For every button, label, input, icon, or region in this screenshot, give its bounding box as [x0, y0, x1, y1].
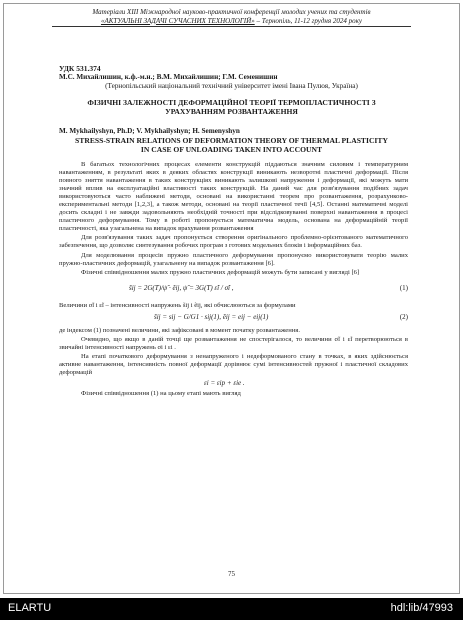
repository-footer	[0, 598, 463, 620]
title-ukrainian: ФІЗИЧНІ ЗАЛЕЖНОСТІ ДЕФОРМАЦІЙНОЇ ТЕОРІЇ ТЕРМОПЛАСТИЧНОСТІ З УРАХУВАННЯМ РОЗВАНТАЖЕННЯ	[87, 98, 376, 116]
title-english: STRESS-STRAIN RELATIONS OF DEFORMATION THEORY OF THERMAL PLASTICITY IN CASE OF UNLOADING TAKEN INTO ACCOUNT	[75, 136, 388, 154]
paragraph-4: Фізичні співвідношення малих пружно пластичних деформацій можуть бути записані у вигляді [6]	[81, 268, 360, 276]
page-number: 75	[228, 570, 235, 578]
repository-name[interactable]: ELARTU	[8, 602, 52, 614]
equation-3	[59, 378, 408, 390]
equation-2-formula: s̃ij = sij − G/G1 · sij(1), ẽij = eij − eij(1)	[154, 312, 269, 321]
conference-place-date: – Тернопіль, 11-12 грудня 2024 року	[254, 16, 363, 25]
udk-code: УДК 531.374	[59, 64, 101, 73]
authors-english: M. Mykhailyshyn, Ph.D; V. Mykhailyshyn; H. Semenyshyn	[59, 127, 240, 135]
paragraph-5: Величини σ̃i і ε̃i – інтенсивності напружень s̃ij і ẽij, які обчислюються за формулами	[59, 301, 296, 309]
paragraph-3: Для моделювання процесів пружно пластичного деформування пропонуємо використовувати теорію малих пружно-пластичних деформацій, узагальнену на випадок розвантаження [6].	[59, 251, 408, 267]
equation-3-formula: εi = εip + εie .	[204, 378, 245, 387]
equation-1-number: (1)	[399, 283, 408, 292]
paragraph-1: В багатьох технологічних процесах елементи конструкцій піддаються значним силовим і температурним навантаженням, в результаті яких в деяких областях конструкції виникають незворотні пластичні деформації. Після повного зняття навантаження в таких конструкціях виникають залишкові напруження і деформації, які можуть мати значний вплив на експлуатаційні властивості таких конструкцій. На даний час для розв'язування подібних задач використовуються часто наближені методи, основані на використанні теорем про розвантаження, розрахунково-експериментальні методи [1,2,3], а також методи, основані на теорії пластичної течії [4,5]. Останні математичні моделі досить складні і не завжди задовольняють необхідній точності при відслідковуванні поверхні навантаження в процесі пластичного деформування. Тому в роботі пропонується математична модель, основана на деформаційній теорії пластичності, яка узагальнена на випадок врахування розвантаження	[59, 161, 408, 233]
equation-2-number: (2)	[399, 312, 408, 321]
equation-2	[59, 311, 408, 327]
conference-link[interactable]: «АКТУАЛЬНІ ЗАДАЧІ СУЧАСНИХ ТЕХНОЛОГІЙ»	[100, 16, 255, 25]
paragraph-9: Фізичні співвідношення (1) на цьому етапі мають вигляд	[81, 389, 241, 397]
paragraph-2: Для розв'язування таких задач пропонується створення оригінального проблемно-орієнтованого математичного забезпечення, що дозволяє синтезування робочих програм з готових модельних блоків і інформаційних баз.	[59, 234, 408, 250]
paragraph-8: На етапі початкового деформування з ненапруженого і недеформованого стану в точках, в яких здійснюється активне навантаження, інтенсивність повної деформації дорівнює сумі інтенсивностей пружної і пластичної складових деформацій	[59, 352, 408, 376]
equation-1-formula: s̃ij = 2G(T)/ψ̃ · ẽij, ψ̃ = 3G(T) ε̃i / σ̃i ,	[129, 283, 234, 292]
conference-line-1: Матеріали XIII Міжнародної науково-практичної конференції молодих учених та студентів	[92, 8, 371, 16]
conference-header	[4, 8, 459, 25]
header-divider	[52, 26, 411, 27]
paragraph-7: Очевидно, що якщо в даній точці ще розвантаження не спостерігалося, то величини σ̃i і ε̃i перетворюються в звичайні інтенсивності напружень σi і εi .	[59, 335, 408, 351]
equation-1	[59, 278, 408, 302]
affiliation: (Тернопільський національний технічний університет імені Івана Пулюя, Україна)	[105, 82, 358, 90]
article-body	[59, 161, 408, 399]
conference-line-2	[4, 17, 459, 26]
handle-id[interactable]: hdl:lib/47993	[390, 602, 453, 614]
paragraph-6: де індексом (1) позначені величини, які зафіксовані в момент початку розвантаження.	[59, 326, 300, 334]
document-page	[3, 3, 460, 594]
authors-ukrainian: М.С. Михайлишин, к.ф.-м.н.; В.М. Михайлишин; Г.М. Семенишин	[59, 73, 278, 81]
